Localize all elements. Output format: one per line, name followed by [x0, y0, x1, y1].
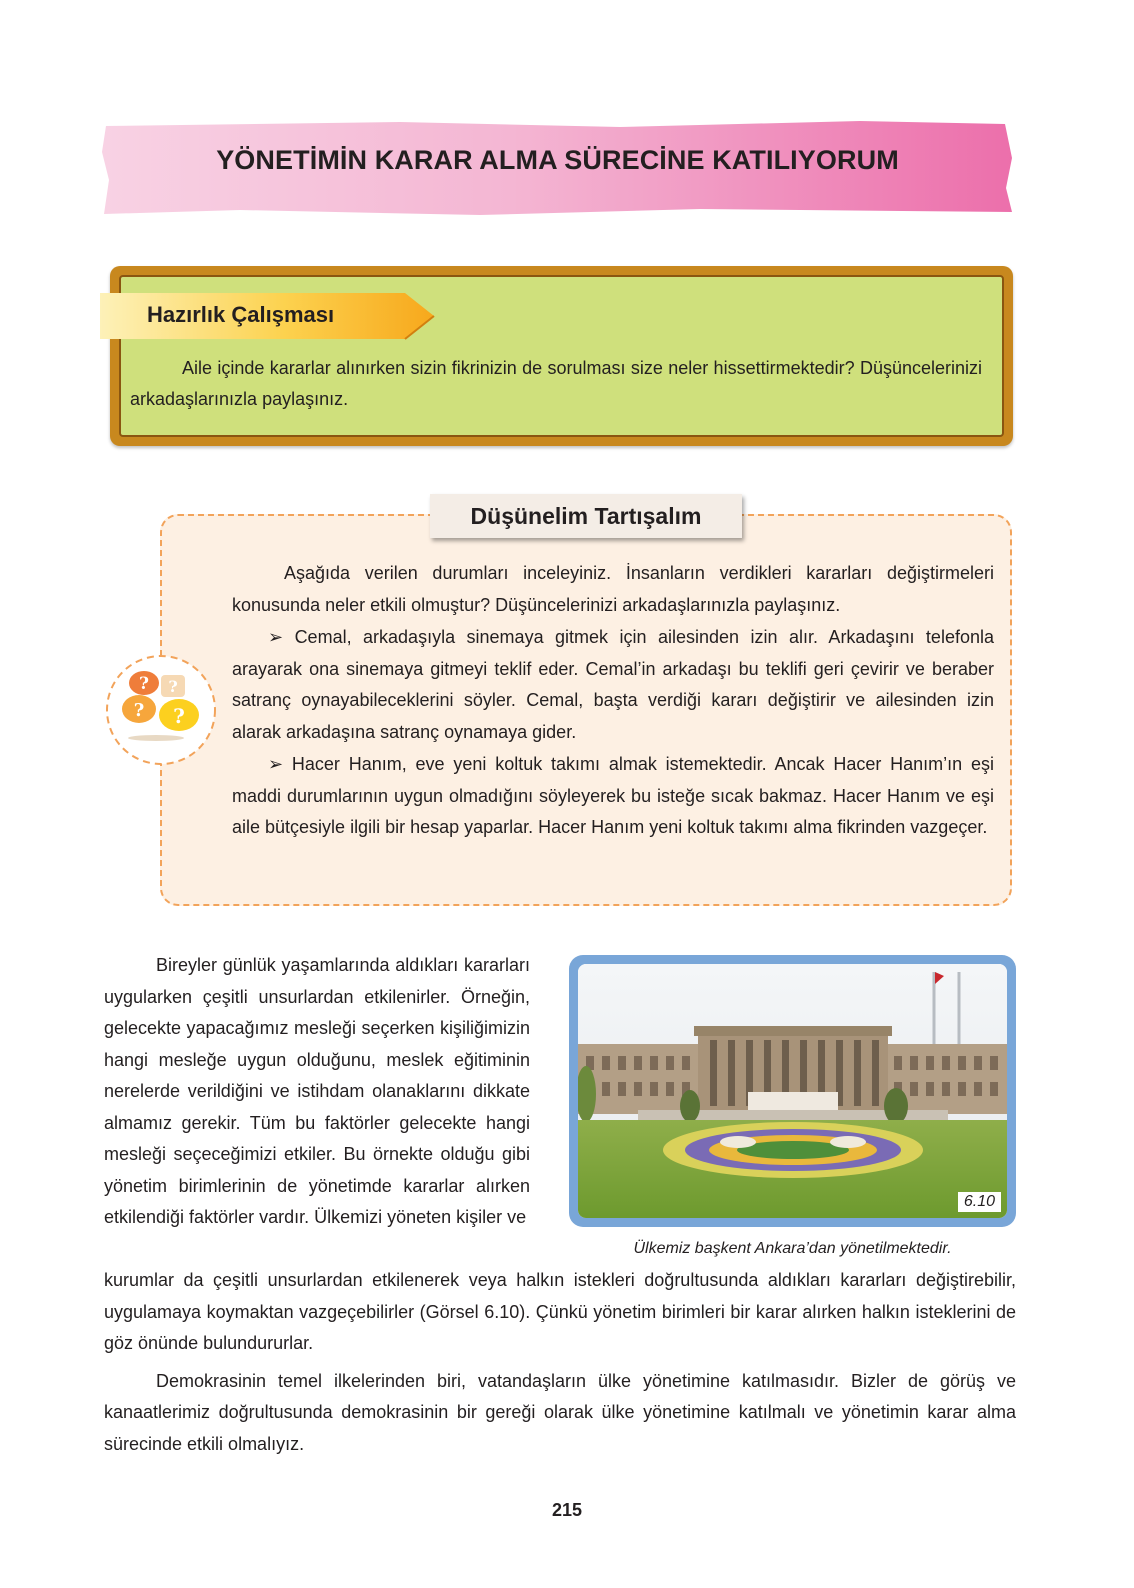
body-paragraph-left: Bireyler günlük yaşamlarında aldıkları kararları uygularken çeşitli unsurlardan etkilenirler. Örneğin, gelecekte yapacağımız mesleği seçerken kişiliğimizin hangi mesleğe uygun olduğunu, meslek eğitiminin nerelerde verildiğini ve istihdam olanaklarını dikkate almamız gerekir. Tüm bu faktörler gelecekte hangi mesleği seçeceğimizi etkiler. Bu örnekte olduğu gibi yönetim birimlerinin de yönetimde kararlar alırken etkilendiği faktörler vardır. Ülkemizi yöneten kişiler ve — [104, 955, 530, 1227]
svg-text:?: ? — [173, 704, 185, 728]
discuss-item: ➢ Cemal, arkadaşıyla sinemaya gitmek için ailesinden izin alır. Arkadaşını telefonla arayarak ona sinemaya gitmeyi teklif eder. Cemal’in arkadaşı bu teklifi geri çevirir ve beraber satranç oynayabileceklerini söyler. Cemal, başta verdiği kararı değiştirir ve ailesinden izin alarak arkadaşına satranç oynamaya gider. — [232, 627, 994, 742]
page-title: YÖNETİMİN KARAR ALMA SÜRECİNE KATILIYORUM — [216, 145, 899, 175]
title-banner — [100, 118, 1015, 216]
body-paragraph-full: kurumlar da çeşitli unsurlardan etkilenerek veya halkın istekleri doğrultusunda aldıkları kararları değiştirebilir, uygulamaya koymaktan vazgeçebilirler (Görsel 6.10). Çünkü yönetim birimleri bir karar alırken halkın isteklerini de göz önünde bulundururlar. Demokrasinin temel ilkelerinden biri, vatandaşların ülke yönetimine katılmasıdır. Bizler de görüş ve kanaatlerimiz doğrultusunda demokrasinin bir gereği olarak ülke yönetimine katılmalı ve yönetimin karar alma sürecinde etkili olmalıyız. — [104, 1270, 1016, 1454]
discuss-item: ➢ Hacer Hanım, eve yeni koltuk takımı almak istemektedir. Ancak Hacer Hanım’ın eşi maddi durumlarının uygun olmadığını söyleyerek bu isteğe sıcak bakmaz. Hacer Hanım ve eşi aile bütçesiyle ilgili bir hesap yaparlar. Hacer Hanım yeni koltuk takımı alma fikrinden vazgeçer. — [232, 754, 994, 837]
prep-tab — [100, 289, 440, 343]
svg-text:?: ? — [168, 677, 178, 696]
prep-heading: Hazırlık Çalışması — [147, 302, 335, 327]
discuss-intro: Aşağıda verilen durumları inceleyiniz. İnsanların verdikleri kararları değiştirmeleri konusunda neler etkili olmuştur? Düşüncelerinizi arkadaşlarınızla paylaşınız. — [232, 563, 994, 615]
svg-text:?: ? — [133, 700, 145, 721]
svg-text:?: ? — [139, 674, 149, 694]
page-number: 215 — [551, 1500, 583, 1520]
figure-caption: Ülkemiz başkent Ankara’dan yönetilmektedir. — [633, 1240, 952, 1257]
discuss-tab — [430, 494, 742, 538]
photo-frame — [569, 955, 1016, 1227]
discuss-text — [232, 558, 994, 845]
bullet-arrow-icon: ➢ — [268, 627, 284, 647]
parliament-photo — [578, 964, 1007, 1218]
figure-number: 6.10 — [958, 1192, 1001, 1212]
question-bubbles-icon — [104, 653, 218, 767]
bullet-arrow-icon: ➢ — [268, 754, 284, 774]
discuss-heading: Düşünelim Tartışalım — [470, 502, 702, 529]
prep-text: Aile içinde kararlar alınırken sizin fikrinizin de sorulması size neler hissettirmektedir? Düşüncelerinizi arkadaşlarınızla paylaşınız. — [130, 358, 982, 409]
